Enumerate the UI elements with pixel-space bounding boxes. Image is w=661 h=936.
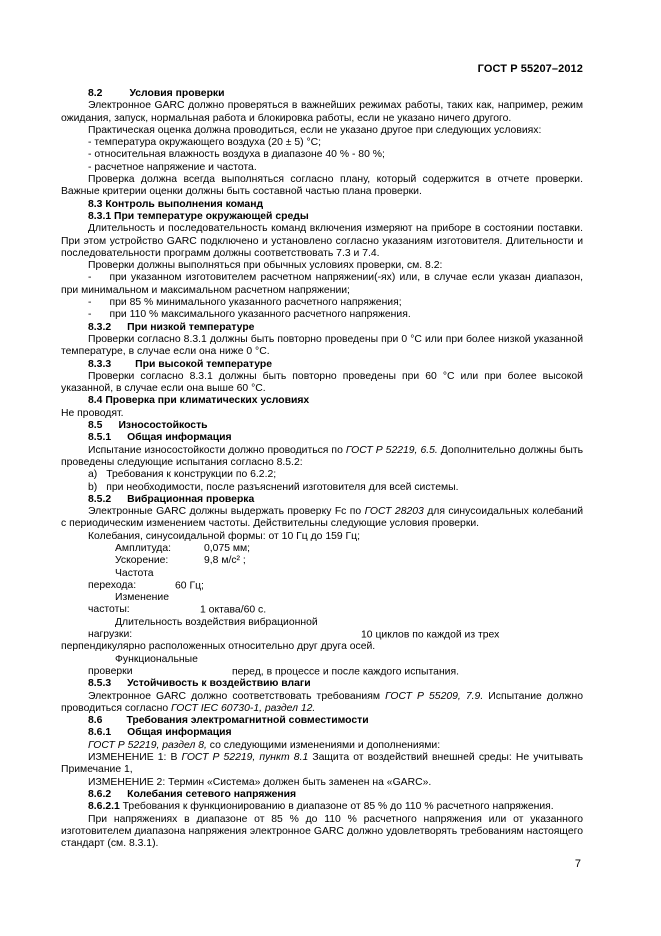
paragraph: Колебания, синусоидальной формы: от 10 Гц до 159 Гц; (88, 530, 361, 542)
paragraph (61, 691, 583, 716)
standard-reference: ГОСТ IEC 60730-1, раздел 12. (170, 702, 316, 714)
section-number: 8.3.2 (88, 321, 112, 333)
section-8-6-2-heading (61, 789, 583, 801)
paragraph (61, 445, 583, 470)
text: ИЗМЕНЕНИЕ 1: В (88, 752, 182, 764)
parameter-label: Длительность воздействия вибрационной нагрузки: (88, 616, 318, 641)
list-item: - расчетное напряжение и частота. (88, 161, 257, 173)
parameter-value: 10 циклов по каждой из трех (361, 629, 500, 641)
section-8-5-heading (61, 420, 583, 432)
paragraph: перпендикулярно расположенных относительно друг друга осей. (61, 641, 376, 653)
paragraph: Практическая оценка должна проводиться, если не указано другое при следующих условиях: (88, 124, 542, 136)
parameter-label: Функциональные проверки (88, 653, 198, 677)
paragraph (61, 752, 583, 777)
paragraph: Проверка должна всегда выполняться согласно плану, который содержится в отчете проверки. Важные критерии оценки должны быть составной частью плана проверки. (61, 174, 583, 198)
parameter-label: Частота перехода: (88, 567, 154, 591)
section-title: Колебания сетевого напряжения (127, 788, 297, 800)
standard-reference: ГОСТ 28203 (364, 506, 424, 518)
section-number: 8.6.1 (88, 727, 112, 739)
parameter-row (61, 543, 583, 555)
section-8-3-3-heading (61, 359, 583, 371)
section-8-3-2-heading (61, 322, 583, 334)
paragraph: При напряжениях в диапазоне от 85 % до 110 % расчетного напряжения или от указанного изготовителем диапазона напряжения электронное GARC должно удовлетворять требованиям настоящего стандарт (см. 8.3.1). (61, 813, 583, 850)
paragraph (61, 740, 583, 752)
standard-reference: ГОСТ Р 52219, пункт 8.1 (181, 752, 309, 764)
list-marker: b) (88, 481, 98, 493)
section-number: 8.2 (88, 88, 103, 99)
section-title: При высокой температуре (135, 358, 272, 370)
paragraph: Проверки согласно 8.3.1 должны быть повторно проведены при 0 °С или при более низкой указанной температуре, в случае если она ниже 0 °С. (61, 333, 583, 358)
list-item (61, 272, 583, 297)
section-8-6-heading (61, 715, 583, 727)
text: для синусоидальных колебаний с периодическим изменением частоты. Действительны следующие условия проверки. (61, 506, 583, 530)
parameter-value: 0,075 мм; (204, 542, 251, 554)
section-number: 8.5.1 (88, 432, 112, 444)
text: Электронное GARC должно соответствовать требованиям (88, 690, 386, 702)
text: Испытание износостойкости должно проводиться по (88, 444, 346, 456)
parameter-value: 60 Гц; (175, 579, 204, 591)
parameter-label: Ускорение: (115, 555, 169, 567)
list-text: Требования к конструкции по 6.2.2; (106, 469, 277, 481)
list-dash: - (88, 309, 92, 321)
standard-reference: ГОСТ Р 55209, 7.9. (385, 690, 484, 702)
paragraph (61, 506, 583, 531)
section-title: Общая информация (127, 432, 232, 444)
parameter-row (61, 592, 583, 617)
parameter-row (61, 617, 583, 642)
list-item: - относительная влажность воздуха в диапазоне 40 % - 80 %; (88, 149, 385, 161)
list-dash: - (88, 297, 92, 309)
parameter-row (61, 568, 583, 593)
section-title: Требования электромагнитной совместимости (126, 715, 369, 727)
section-8-3-1-heading: 8.3.1 При температуре окружающей среды (88, 210, 309, 222)
parameter-value: 1 октава/60 с. (200, 604, 267, 616)
standard-reference: ГОСТ Р 52219, раздел 8, (88, 739, 207, 751)
paragraph: Электронное GARC должно проверяться в важнейших режимах работы, таких как, например, режим ожидания, запуск, нормальная работа и блокировка работы, если не указано ничего другого. (61, 100, 583, 124)
parameter-row (61, 555, 583, 567)
text: со следующими изменениями и дополнениями: (206, 739, 441, 751)
parameter-value: перед, в процессе и после каждого испытания. (232, 665, 459, 677)
text: Защита от воздействий внешней среды: Не учитывать Примечание 1, (61, 752, 583, 776)
section-title: Вибрационная проверка (127, 493, 255, 505)
text: Испытание должно проводиться согласно (61, 690, 583, 714)
text: Требования к функционированию в диапазоне от 85 % до 110 % расчетного напряжения. (119, 801, 554, 813)
list-item (61, 469, 583, 481)
paragraph (61, 801, 583, 813)
document-header: ГОСТ Р 55207–2012 (477, 63, 583, 75)
paragraph: Проверки должны выполняться при обычных условиях проверки, см. 8.2: (88, 260, 443, 272)
paragraph: Длительность и последовательность команд включения измеряют на приборе в состоянии поставки. При этом устройство GARC подключено и установлено согласно указаниям изготовителя. Длительности и последовательности программ должны соответствовать 7.3 и 7.4. (61, 223, 583, 259)
parameter-value: 9,8 м/с² ; (204, 555, 246, 567)
section-title: Износостойкость (118, 420, 208, 432)
section-number: 8.6 (88, 715, 103, 727)
list-text: при 110 % максимального указанного расчетного напряжения. (109, 309, 411, 321)
document-body (61, 88, 583, 850)
section-title: Устойчивость к воздействию влаги (127, 678, 311, 690)
section-8-3-heading: 8.3 Контроль выполнения команд (88, 198, 264, 210)
section-title: При низкой температуре (127, 321, 255, 333)
section-8-6-1-heading (61, 727, 583, 739)
standard-reference: ГОСТ Р 52219, 6.5. (345, 444, 438, 456)
section-title: Условия проверки (129, 88, 225, 99)
text: Дополнительно должны быть проведены следующие испытания согласно 8.5.2: (61, 444, 583, 468)
section-number: 8.6.2.1 (88, 801, 120, 813)
section-8-4-heading: 8.4 Проверка при климатических условиях (88, 395, 310, 407)
list-dash: - (88, 272, 92, 284)
list-item (61, 297, 583, 309)
list-marker: a) (88, 469, 98, 481)
parameter-label: Изменение частоты: (88, 592, 169, 616)
section-number: 8.5.2 (88, 493, 112, 505)
list-item: - температура окружающего воздуха (20 ± 5) °С; (88, 137, 322, 149)
list-text: при 85 % минимального указанного расчетного напряжения; (109, 297, 402, 309)
section-8-5-3-heading (61, 678, 583, 690)
list-text: при необходимости, после разъяснений изготовителя для всей системы. (106, 481, 459, 493)
paragraph: Проверки согласно 8.3.1 должны быть повторно проведены при 60 °С или при более высокой указанной, в случае если она выше 60 °С. (61, 370, 583, 395)
section-number: 8.5 (88, 420, 103, 432)
section-8-2-heading (61, 88, 583, 100)
parameter-label: Амплитуда: (115, 542, 172, 554)
section-number: 8.6.2 (88, 788, 112, 800)
section-8-5-1-heading (61, 432, 583, 444)
text: Электронные GARC должны выдержать проверку Fc по (88, 506, 365, 518)
list-item (61, 309, 583, 321)
paragraph: Не проводят. (61, 407, 124, 419)
page-number: 7 (574, 858, 581, 870)
section-title: Общая информация (127, 727, 232, 739)
paragraph: ИЗМЕНЕНИЕ 2: Термин «Система» должен быть заменен на «GARC». (88, 776, 432, 788)
section-number: 8.3.3 (88, 358, 112, 370)
section-number: 8.5.3 (88, 678, 112, 690)
parameter-row (61, 654, 583, 679)
section-8-5-2-heading (61, 494, 583, 506)
list-text: при указанном изготовителем расчетном напряжении(-ях) или, в случае если указан диапазон, при минимальном и максимальном расчетном напряжении; (61, 272, 583, 296)
list-item (61, 482, 583, 494)
